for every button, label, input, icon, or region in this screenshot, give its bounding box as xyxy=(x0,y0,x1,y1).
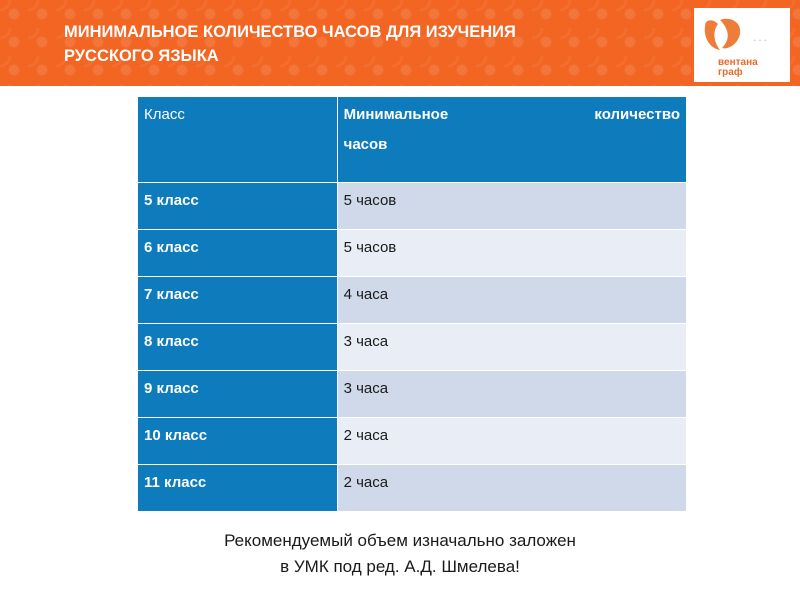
table-row xyxy=(138,230,687,277)
table-row xyxy=(138,183,687,230)
column-header-grade: Класс xyxy=(138,97,338,183)
table-row xyxy=(138,324,687,371)
hours-table xyxy=(137,96,687,512)
title-line: РУССКОГО ЯЗЫКА xyxy=(64,47,219,65)
header-banner xyxy=(0,0,800,86)
hours-cell: 2 часа xyxy=(337,465,686,512)
grade-cell: 8 класс xyxy=(138,324,338,371)
butterfly-logo-icon xyxy=(700,14,748,58)
hours-cell: 5 часов xyxy=(337,230,686,277)
grade-cell: 11 класс xyxy=(138,465,338,512)
table-header-row xyxy=(138,97,687,183)
table-row xyxy=(138,418,687,465)
note-line: в УМК под ред. А.Д. Шмелева! xyxy=(280,557,520,576)
table-row xyxy=(138,371,687,418)
grade-cell: 6 класс xyxy=(138,230,338,277)
hours-cell: 2 часа xyxy=(337,418,686,465)
column-header-hours: Минимальное количество часов xyxy=(337,97,686,183)
grade-cell: 7 класс xyxy=(138,277,338,324)
hours-cell: 4 часа xyxy=(337,277,686,324)
grade-cell: 5 класс xyxy=(138,183,338,230)
hours-cell: 5 часов xyxy=(337,183,686,230)
logo-decoration: • • • xyxy=(754,38,768,44)
hours-cell: 3 часа xyxy=(337,324,686,371)
table-row xyxy=(138,465,687,512)
note-line: Рекомендуемый объем изначально заложен xyxy=(224,531,576,550)
table-row xyxy=(138,277,687,324)
publisher-logo xyxy=(694,8,790,82)
recommendation-note xyxy=(0,528,800,580)
grade-cell: 9 класс xyxy=(138,371,338,418)
title-line: МИНИМАЛЬНОЕ КОЛИЧЕСТВО ЧАСОВ ДЛЯ ИЗУЧЕНИЯ xyxy=(64,23,516,41)
hours-cell: 3 часа xyxy=(337,371,686,418)
logo-text: вентана граф xyxy=(718,57,758,78)
page-title xyxy=(64,20,624,68)
grade-cell: 10 класс xyxy=(138,418,338,465)
